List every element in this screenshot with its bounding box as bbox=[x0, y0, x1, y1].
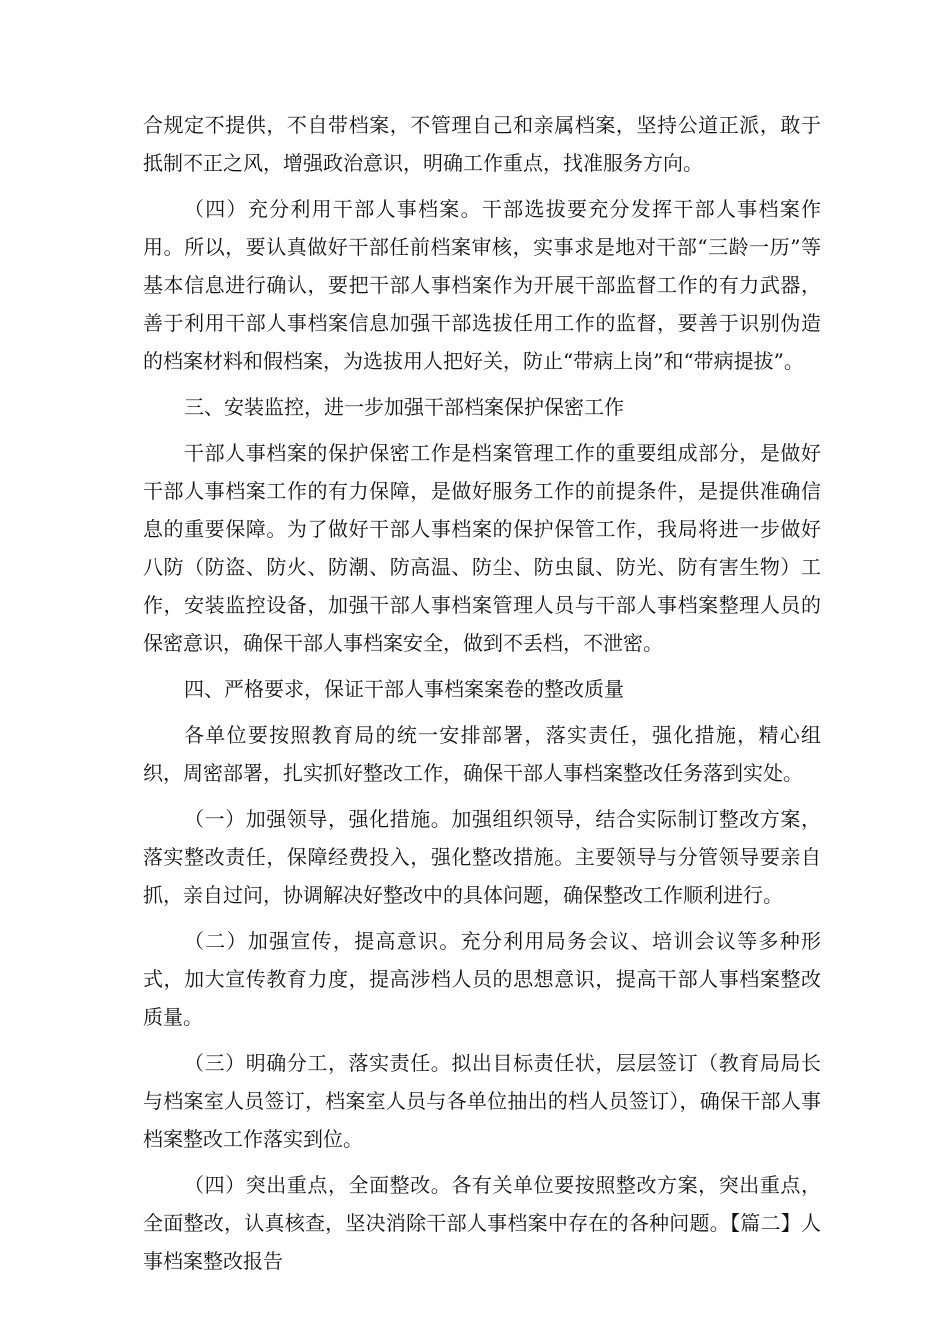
paragraph-key-points: （四）突出重点，全面整改。各有关单位要按照整改方案，突出重点，全面整改，认真核查，坚决消除干部人事档案中存在的各种问题。【篇二】人事档案整改报告 bbox=[143, 1173, 821, 1273]
paragraph-requirements: 各单位要按照教育局的统一安排部署，落实责任，强化措施，精心组织，周密部署，扎实抓好整改工作，确保干部人事档案整改任务落到实处。 bbox=[143, 723, 821, 785]
paragraph-responsibility: （三）明确分工，落实责任。拟出目标责任状，层层签订（教育局局长与档案室人员签订，档案室人员与各单位抽出的档人员签订），确保干部人事档案整改工作落实到位。 bbox=[143, 1051, 821, 1151]
document-body bbox=[143, 106, 821, 1288]
paragraph-protection: 干部人事档案的保护保密工作是档案管理工作的重要组成部分，是做好干部人事档案工作的有力保障，是做好服务工作的前提条件，是提供准确信息的重要保障。为了做好干部人事档案的保护保管工作，我局将进一步做好八防（防盗、防火、防潮、防高温、防尘、防虫鼠、防光、防有害生物）工作，安装监控设备，加强干部人事档案管理人员与干部人事档案整理人员的保密意识，确保干部人事档案安全，做到不丢档，不泄密。 bbox=[143, 441, 821, 655]
section-heading-3: 三、安装监控，进一步加强干部档案保护保密工作 bbox=[184, 395, 624, 419]
paragraph-publicity: （二）加强宣传，提高意识。充分利用局务会议、培训会议等多种形式，加大宣传教育力度，提高涉档人员的思想意识，提高干部人事档案整改质量。 bbox=[143, 929, 821, 1029]
paragraph-leadership: （一）加强领导，强化措施。加强组织领导，结合实际制订整改方案，落实整改责任，保障经费投入，强化整改措施。主要领导与分管领导要亲自抓，亲自过问，协调解决好整改中的具体问题，确保整改工作顺利进行。 bbox=[143, 807, 821, 907]
paragraph-use-archives: （四）充分利用干部人事档案。干部选拔要充分发挥干部人事档案作用。所以，要认真做好干部任前档案审核，实事求是地对干部“三龄一历”等基本信息进行确认，要把干部人事档案作为开展干部监督工作的有力武器，善于利用干部人事档案信息加强干部选拔任用工作的监督，要善于识别伪造的档案材料和假档案，为选拔用人把好关，防止“带病上岗”和“带病提拔”。 bbox=[143, 197, 821, 373]
paragraph-continuation: 合规定不提供，不自带档案，不管理自己和亲属档案，坚持公道正派，敢于抵制不正之风，增强政治意识，明确工作重点，找准服务方向。 bbox=[143, 113, 821, 175]
section-heading-4: 四、严格要求，保证干部人事档案案卷的整改质量 bbox=[184, 677, 624, 701]
